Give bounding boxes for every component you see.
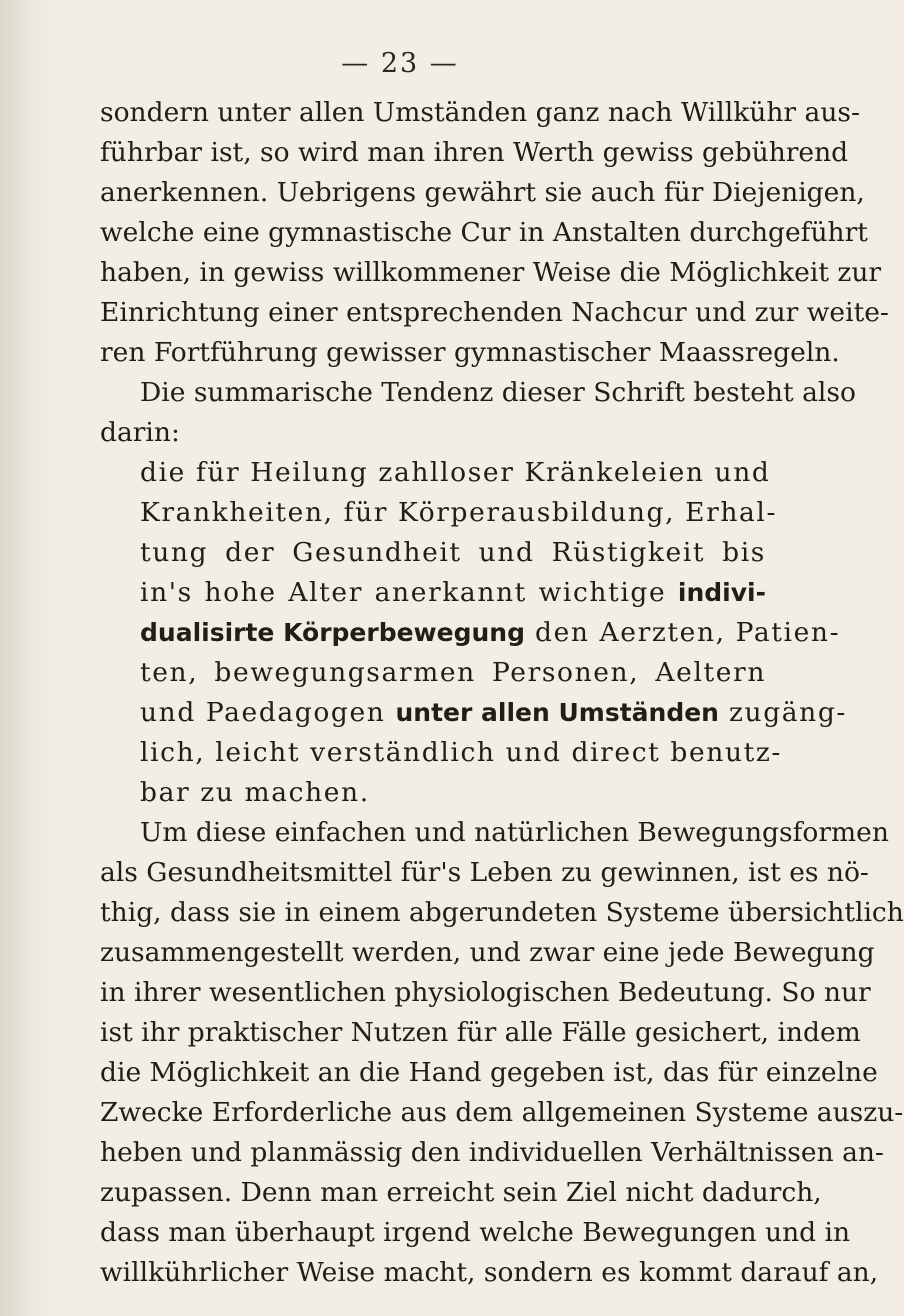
text-line-6: Einrichtung einer entsprechenden Nachcur und zur weite- (100, 297, 889, 328)
text-line-8: Die summarische Tendenz dieser Schrift besteht also (140, 377, 856, 408)
text-line-3: anerkennen. Uebrigens gewährt sie auch für Diejenigen, (100, 177, 865, 208)
text-line-25: die Möglichkeit an die Hand gegeben ist, das für einzelne (100, 1057, 878, 1088)
text-line-16-regular-a: und Paedagogen (140, 697, 396, 728)
text-line-30: willkührlicher Weise macht, sondern es kommt darauf an, (100, 1257, 879, 1288)
text-line-9: darin: (100, 417, 180, 448)
text-line-16-bold: unter allen Umständen (395, 698, 719, 727)
text-line-7: ren Fortführung gewisser gymnastischer Maassregeln. (100, 337, 840, 368)
text-line-16-regular-b: zugäng- (718, 697, 847, 728)
text-line-10: die für Heilung zahlloser Kränkeleien und (140, 457, 771, 488)
text-line-26: Zwecke Erforderliche aus dem allgemeinen Systeme auszu- (100, 1097, 904, 1128)
text-line-13-regular: in's hohe Alter anerkannt wichtige (140, 577, 678, 608)
text-line-11: Krankheiten, für Körperausbildung, Erhal- (140, 497, 778, 528)
page-number: — 23 — (341, 48, 459, 79)
text-line-4: welche eine gymnastische Cur in Anstalten durchgeführt (100, 217, 868, 248)
text-line-14-regular: den Aerzten, Patien- (525, 617, 841, 648)
text-line-24: ist ihr praktischer Nutzen für alle Fälle gesichert, indem (100, 1017, 861, 1048)
text-line-12: tung der Gesundheit und Rüstigkeit bis (140, 537, 766, 568)
text-line-23: in ihrer wesentlichen physiologischen Bedeutung. So nur (100, 977, 871, 1008)
text-line-14-bold: dualisirte Körperbewegung (140, 618, 525, 647)
text-line-28: zupassen. Denn man erreicht sein Ziel nicht dadurch, (100, 1177, 822, 1208)
text-line-19: Um diese einfachen und natürlichen Bewegungsformen (140, 817, 889, 848)
text-line-15: ten, bewegungsarmen Personen, Aeltern (140, 657, 766, 688)
text-line-16 (140, 693, 847, 733)
text-line-22: zusammengestellt werden, und zwar eine jede Bewegung (100, 937, 875, 968)
text-line-20: als Gesundheitsmittel für's Leben zu gewinnen, ist es nö- (100, 857, 869, 888)
text-line-1: sondern unter allen Umständen ganz nach Willkühr aus- (100, 97, 860, 128)
text-line-17: lich, leicht verständlich und direct benutz- (140, 737, 782, 768)
text-line-13-bold: indivi- (677, 578, 766, 607)
text-line-29: dass man überhaupt irgend welche Bewegungen und in (100, 1217, 851, 1248)
text-line-18: bar zu machen. (140, 777, 370, 808)
text-line-13 (140, 573, 766, 613)
text-line-27: heben und planmässig den individuellen Verhältnissen an- (100, 1137, 884, 1168)
text-line-2: führbar ist, so wird man ihren Werth gewiss gebührend (100, 137, 849, 168)
text-line-14 (140, 613, 841, 653)
text-line-21: thig, dass sie in einem abgerundeten Systeme übersichtlich (100, 897, 904, 928)
text-line-5: haben, in gewiss willkommener Weise die Möglichkeit zur (100, 257, 882, 288)
